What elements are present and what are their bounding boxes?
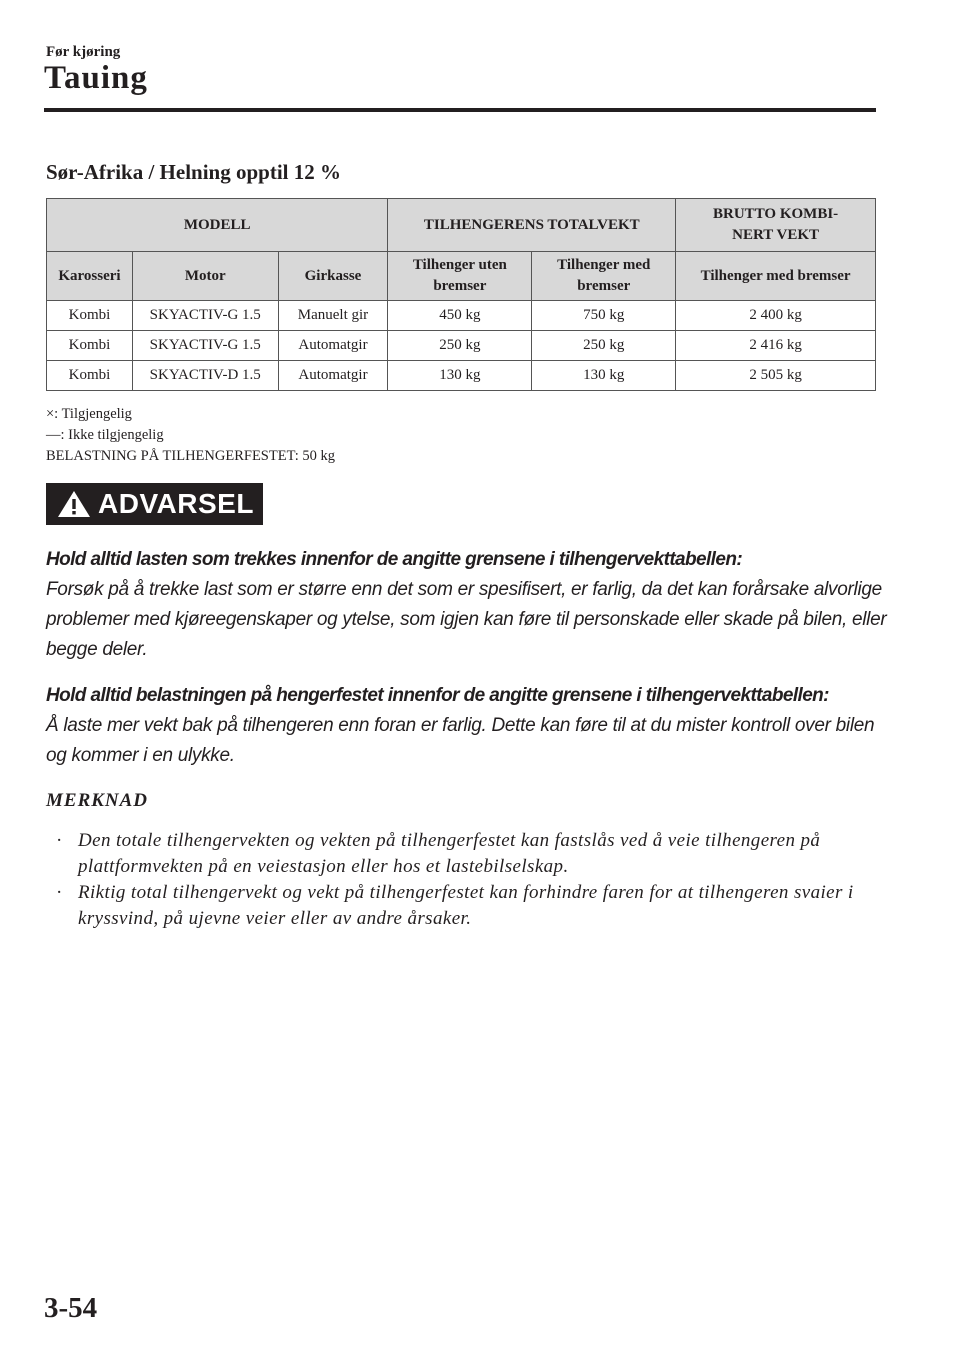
page-title: Tauing: [44, 60, 148, 96]
table-cell: SKYACTIV-D 1.5: [132, 361, 278, 391]
legend-not-available: ―: Ikke tilgjengelig: [46, 427, 164, 443]
group-header-gross-combined: BRUTTO KOMBI-NERT VEKT: [676, 199, 876, 252]
table-cell: 250 kg: [532, 331, 676, 361]
table-cell: 130 kg: [532, 361, 676, 391]
warning-item: [46, 545, 896, 665]
table-row: [47, 301, 876, 331]
table-cell: Kombi: [47, 301, 133, 331]
table-cell: Kombi: [47, 331, 133, 361]
bullet-icon: ·: [56, 882, 63, 903]
table-cell: 2 416 kg: [676, 331, 876, 361]
table-cell: 2 505 kg: [676, 361, 876, 391]
table-cell: 450 kg: [388, 301, 532, 331]
legend-hitch-load: BELASTNING PÅ TILHENGERFESTET: 50 kg: [46, 448, 336, 464]
warning-badge: [46, 483, 263, 525]
warning-heading: Hold alltid lasten som trekkes innenfor de angitte grensene i tilhengervekttabellen:: [46, 549, 743, 570]
chapter-label: Før kjøring: [46, 44, 121, 60]
col-header-engine: Motor: [132, 252, 278, 301]
warning-triangle-icon: [56, 489, 92, 519]
table-cell: SKYACTIV-G 1.5: [132, 301, 278, 331]
note-title: MERKNAD: [46, 790, 149, 811]
table-row: [47, 331, 876, 361]
table-cell: 2 400 kg: [676, 301, 876, 331]
warning-heading: Hold alltid belastningen på hengerfestet innenfor de angitte grensene i tilhengervekttabellen:: [46, 685, 829, 706]
col-header-braked-combined: Tilhenger med bremser: [676, 252, 876, 301]
table-cell: Automatgir: [278, 331, 388, 361]
col-header-body: Karosseri: [47, 252, 133, 301]
title-rule: [44, 108, 876, 112]
col-header-unbraked: Tilhenger uten bremser: [388, 252, 532, 301]
table-cell: 250 kg: [388, 331, 532, 361]
table-cell: SKYACTIV-G 1.5: [132, 331, 278, 361]
table-column-header-row: [47, 252, 876, 301]
group-header-trailer-weight: TILHENGERENS TOTALVEKT: [388, 199, 676, 252]
note-text: Den totale tilhengervekten og vekten på tilhengerfestet kan fastslås ved å veie tilhengeren på plattformvekten på en veiestasjon eller hos et lastebilselskap.: [78, 830, 821, 877]
table-row: [47, 361, 876, 391]
warning-item: [46, 681, 896, 771]
table-group-header-row: [47, 199, 876, 252]
table-cell: Automatgir: [278, 361, 388, 391]
col-header-braked: Tilhenger med bremser: [532, 252, 676, 301]
note-item: [46, 828, 876, 880]
towing-capacity-table: [46, 198, 876, 391]
table-cell: 750 kg: [532, 301, 676, 331]
table-cell: 130 kg: [388, 361, 532, 391]
section-title: Sør-Afrika / Helning opptil 12 %: [46, 160, 341, 184]
note-text: Riktig total tilhengervekt og vekt på tilhengerfestet kan forhindre faren for at tilhengeren svaier i kryssvind, på ujevne veier eller av andre årsaker.: [78, 882, 854, 929]
warning-body: Å laste mer vekt bak på tilhengeren enn foran er farlig. Dette kan føre til at du mister kontroll over bilen og kommer i en ulykke.: [46, 715, 875, 766]
group-header-model: MODELL: [47, 199, 388, 252]
legend-available: ×: Tilgjengelig: [46, 406, 132, 422]
warning-badge-label: ADVARSEL: [98, 488, 254, 519]
bullet-icon: ·: [56, 830, 63, 851]
table-cell: Kombi: [47, 361, 133, 391]
note-item: [46, 880, 876, 932]
warning-body: Forsøk på å trekke last som er større enn det som er spesifisert, er farlig, da det kan forårsake alvorlige problemer med kjøreegenskaper og ytelse, som igjen kan føre til personskade eller skade på bilen, eller begge deler.: [46, 579, 887, 660]
col-header-transmission: Girkasse: [278, 252, 388, 301]
table-legend: [46, 404, 335, 467]
page-number: 3-54: [44, 1292, 98, 1324]
table-cell: Manuelt gir: [278, 301, 388, 331]
note-list: [46, 828, 876, 932]
